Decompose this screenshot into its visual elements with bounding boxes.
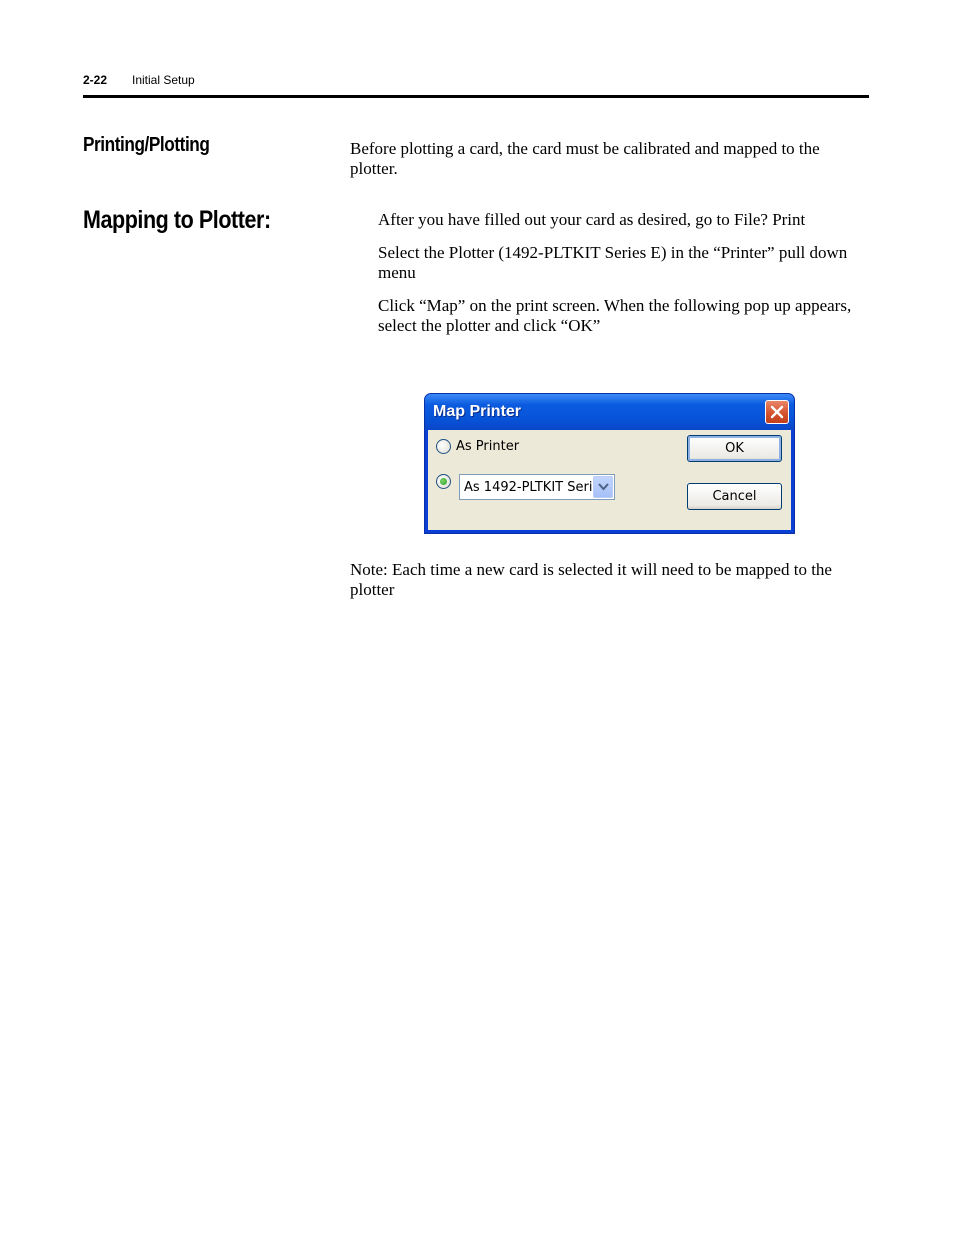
header-rule (83, 95, 869, 98)
radio-checked-icon[interactable] (436, 474, 451, 489)
map-printer-dialog (424, 393, 795, 534)
printing-plotting-heading: Printing/Plotting (83, 134, 210, 156)
as-printer-label: As Printer (456, 439, 520, 454)
as-printer-option[interactable] (436, 439, 519, 454)
mapping-heading: Mapping to Plotter: (83, 206, 271, 234)
close-button[interactable] (765, 400, 789, 424)
dropdown-button[interactable] (593, 476, 613, 498)
page-number: 2-22 (83, 73, 108, 87)
radio-icon[interactable] (436, 439, 451, 454)
section-title: Initial Setup (132, 73, 195, 87)
dialog-titlebar[interactable] (425, 394, 794, 430)
as-plotter-option[interactable] (436, 474, 456, 489)
dialog-body (428, 430, 791, 530)
step-paragraph: Click “Map” on the print screen. When the following pop up appears, select the plotter and click “OK” (378, 296, 852, 335)
plotter-select-value: As 1492-PLTKIT Seri (464, 480, 593, 495)
ok-button[interactable]: OK (687, 435, 782, 462)
cancel-button[interactable]: Cancel (687, 483, 782, 510)
note-paragraph: Note: Each time a new card is selected it will need to be mapped to the plotter (350, 560, 832, 599)
intro-paragraph: Before plotting a card, the card must be calibrated and mapped to the plotter. (350, 139, 820, 178)
plotter-select[interactable] (459, 474, 615, 500)
step-paragraph: Select the Plotter (1492-PLTKIT Series E) in the “Printer” pull down menu (378, 243, 848, 282)
chevron-down-icon (598, 483, 609, 491)
dialog-title: Map Printer (433, 403, 522, 420)
step-paragraph: After you have filled out your card as desired, go to File? Print (378, 210, 806, 229)
close-icon (770, 405, 784, 419)
